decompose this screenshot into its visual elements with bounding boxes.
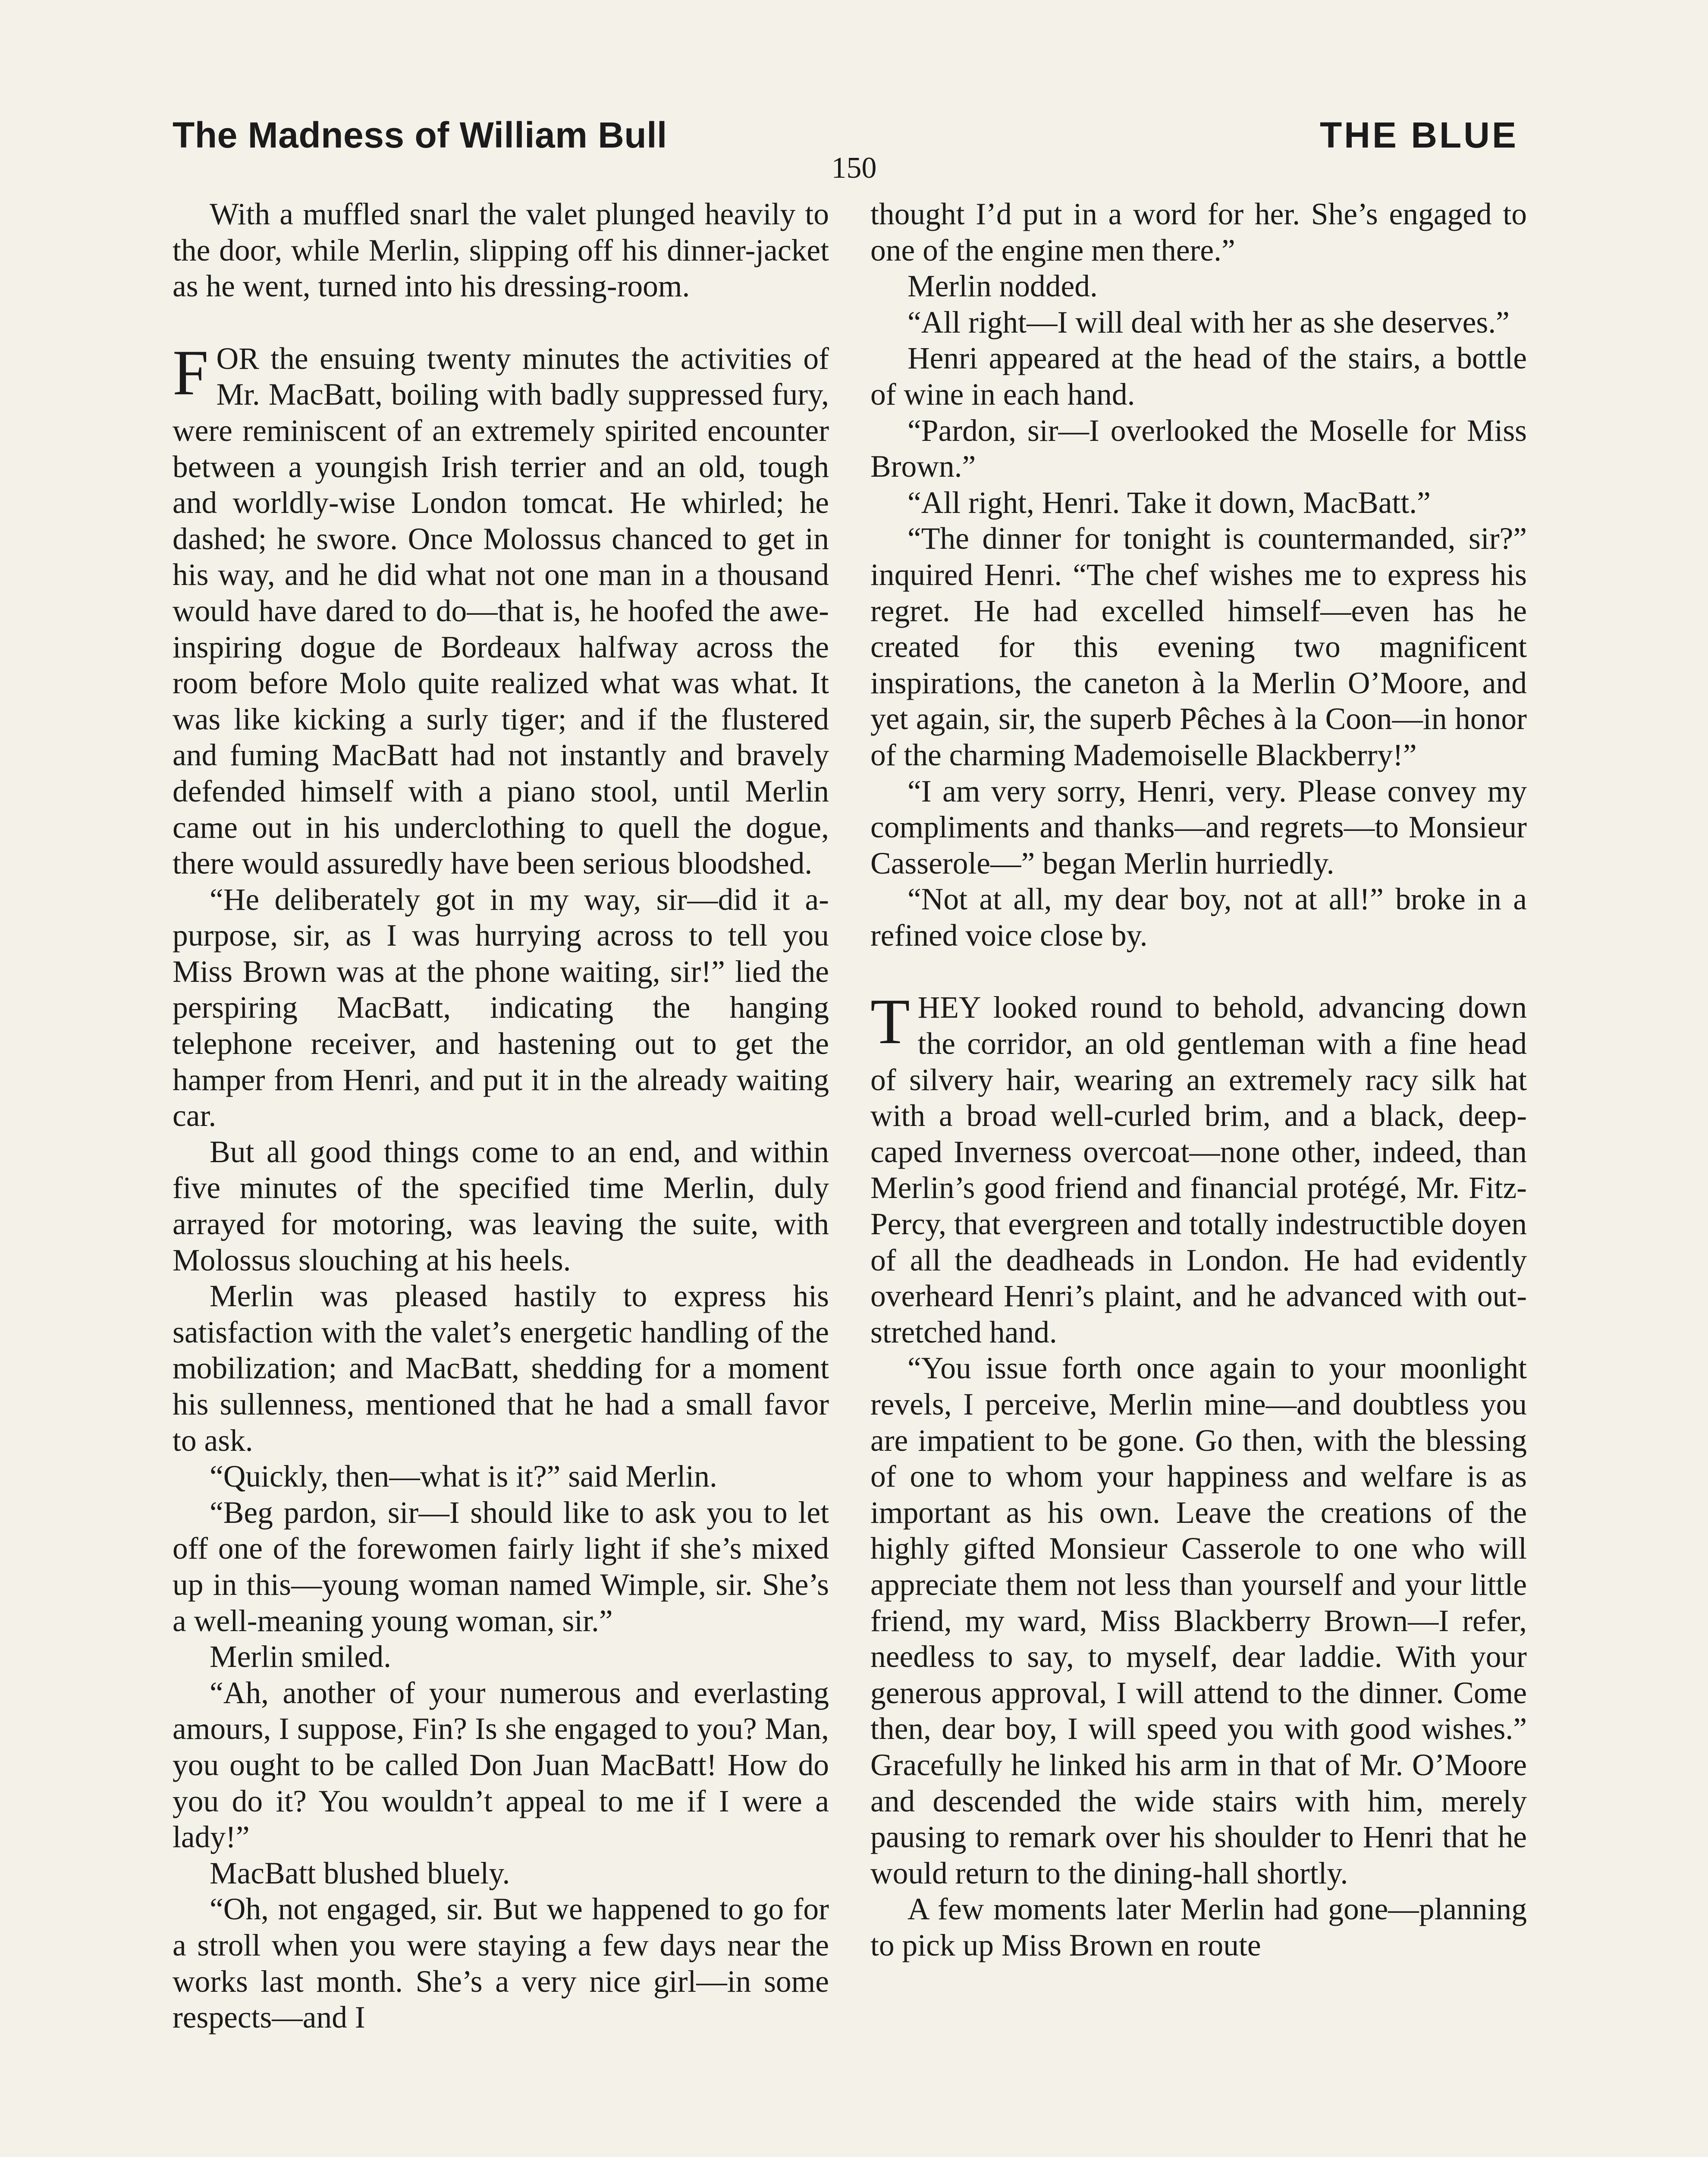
magazine-title: THE BLUE — [1320, 115, 1518, 155]
paragraph-text: OR the ensuing twenty minutes the activities of Mr. MacBatt, boiling with badly suppressed fury, were reminiscent of an extremely spirited encounter between a youngish Irish terrier and an old, tough and worldly-wise London tomcat. He whirled; he dashed; he swore. Once Molossus chanced to get in his way, and he did what not one man in a thousand would have dared to do—that is, he hoofed the awe-inspiring dogue de Bordeaux halfway across the room before Molo quite realized what was what. It was like kicking a surly tiger; and if the flustered and fuming MacBatt had not instantly and bravely defended himself with a piano stool, until Merlin came out in his underclothing to quell the dogue, there would assuredly have been serious bloodshed. — [173, 341, 829, 881]
drop-cap: T — [870, 986, 910, 1058]
paragraph: Merlin smiled. — [210, 1640, 392, 1674]
paragraph: “Ah, another of your numerous and everlasting amours, I suppose, Fin? Is she engaged to you? Man, you ought to be called Don Juan MacBatt! How do you do it? You wouldn’t appeal to me if I were a lady!” — [173, 1676, 829, 1855]
paragraph: “All right—I will deal with her as she deserves.” — [907, 305, 1510, 340]
right-column — [870, 196, 1527, 2157]
paragraph: “All right, Henri. Take it down, MacBatt.” — [907, 485, 1431, 520]
paragraph: Merlin was pleased hastily to express his satisfaction with the valet’s energetic handling of the mobilization; and MacBatt, shedding for a moment his sullenness, mentioned that he had a small favor to ask. — [173, 1279, 829, 1458]
paragraph: Merlin nodded. — [907, 269, 1098, 304]
paragraph: But all good things come to an end, and within five minutes of the specified time Merlin, duly arrayed for motoring, was leaving the suite, with Molossus slouching at his heels. — [173, 1135, 829, 1277]
paragraph-text: HEY looked round to behold, advancing down the corridor, an old gentleman with a fine head of silvery hair, wearing an extremely racy silk hat with a broad well-curled brim, and a black, deep-caped Inverness overcoat—none other, indeed, than Merlin’s good friend and financial protégé, Mr. Fitz-Percy, that evergreen and totally indestructible doyen of all the deadheads in London. He had evidently overheard Henri’s plaint, and he advanced with outstretched hand. — [870, 990, 1527, 1349]
paragraph: Henri appeared at the head of the stairs, a bottle of wine in each hand. — [870, 341, 1527, 412]
paragraph: A few moments later Merlin had gone—planning to pick up Miss Brown en route — [870, 1892, 1527, 1962]
section-paragraph — [870, 986, 1527, 1350]
section-paragraph — [173, 336, 829, 882]
paragraph: “Beg pardon, sir—I should like to ask you to let off one of the forewomen fairly light if she’s mixed up in this—young woman named Wimple, sir. She’s a well-meaning young woman, sir.” — [173, 1495, 829, 1638]
paragraph: “You issue forth once again to your moonlight revels, I perceive, Merlin mine—and doubtless you are impatient to be gone. Go then, with the blessing of one to whom your happiness and welfare is as important as his own. Leave the creations of the highly gifted Monsieur Casserole to one who will appreciate them not less than yourself and your little friend, my ward, Miss Blackberry Brown—I refer, needless to say, to myself, dear laddie. With your generous approval, I will attend to the dinner. Come then, dear boy, I will speed you with good wishes.” Gracefully he linked his arm in that of Mr. O’Moore and descended the wide stairs with him, merely pausing to remark over his shoulder to Henri that he would return to the dining-hall shortly. — [870, 1351, 1527, 1890]
page-number: 150 — [831, 151, 877, 185]
story-title: The Madness of William Bull — [173, 115, 667, 155]
paragraph: With a muffled snarl the valet plunged heavily to the door, while Merlin, slipping off his dinner-jacket as he went, turned into his dressing-room. — [173, 197, 829, 304]
paragraph: MacBatt blushed bluely. — [210, 1856, 510, 1890]
paragraph: thought I’d put in a word for her. She’s engaged to one of the engine men there.” — [870, 197, 1527, 267]
paragraph: “I am very sorry, Henri, very. Please convey my compliments and thanks—and regrets—to Monsieur Casserole—” began Merlin hurriedly. — [870, 774, 1527, 880]
left-column — [173, 196, 829, 2157]
paragraph: “Not at all, my dear boy, not at all!” broke in a refined voice close by. — [870, 882, 1527, 953]
drop-cap: F — [173, 336, 209, 409]
paragraph: “Pardon, sir—I overlooked the Moselle for Miss Brown.” — [870, 413, 1527, 484]
paragraph: “Oh, not engaged, sir. But we happened to go for a stroll when you were staying a few days near the works last month. She’s a very nice girl—in some respects—and I — [173, 1892, 829, 2035]
paragraph: “He deliberately got in my way, sir—did it a-purpose, sir, as I was hurrying across to tell you Miss Brown was at the phone waiting, sir!” lied the perspiring MacBatt, indicating the hanging telephone receiver, and hastening out to get the hamper from Henri, and put it in the already waiting car. — [173, 882, 829, 1133]
paragraph: “The dinner for tonight is countermanded, sir?” inquired Henri. “The chef wishes me to express his regret. He had excelled himself—even has he created for this evening two magnificent inspirations, the caneton à la Merlin O’Moore, and yet again, sir, the superb Pêches à la Coon—in honor of the charming Mademoiselle Blackberry!” — [870, 522, 1527, 772]
paragraph: “Quickly, then—what is it?” said Merlin. — [210, 1459, 717, 1494]
